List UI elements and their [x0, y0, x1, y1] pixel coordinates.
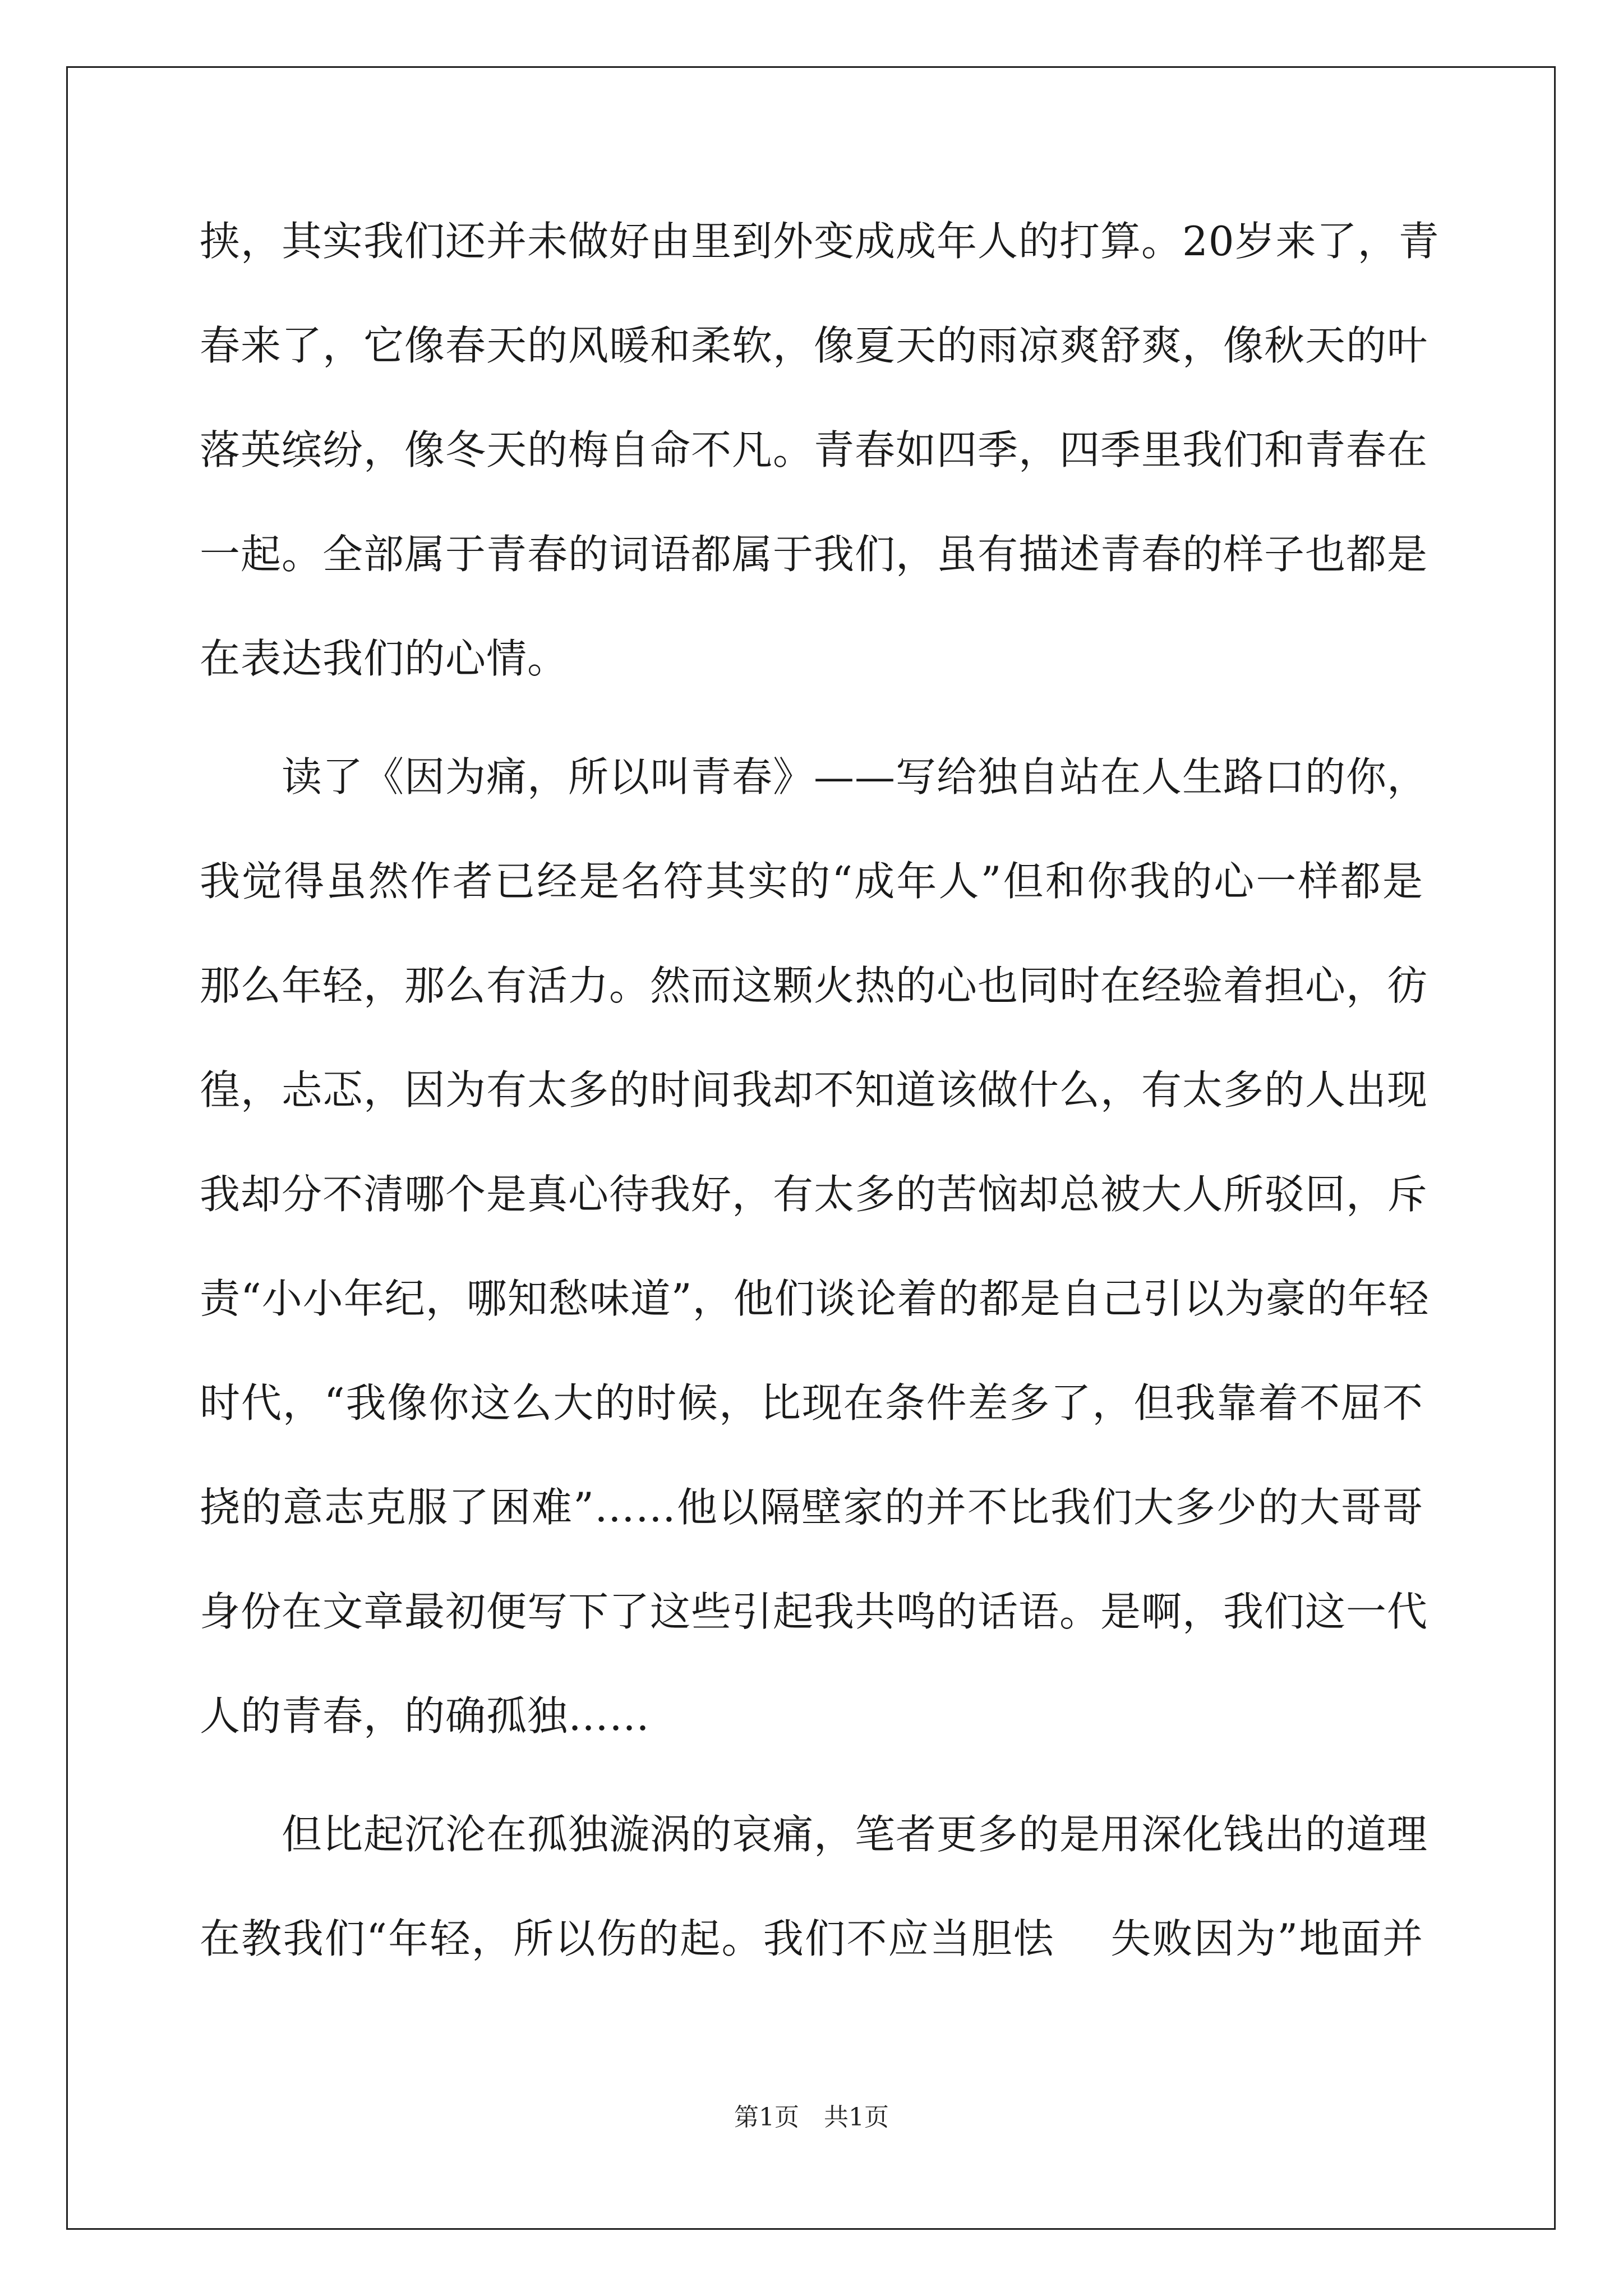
text-line: 我却分不清哪个是真心待我好，有太多的苦恼却总被大人所驳回，斥: [200, 1171, 1428, 1218]
text-line: 我觉得虽然作者已经是名符其实的“成年人”但和你我的心一样都是: [200, 858, 1423, 905]
text-line: 在教我们“年轻，所以伤的起。我们不应当胆怯 失败因为”地面并: [200, 1915, 1423, 1962]
page-footer: 第1页 共1页: [734, 2103, 889, 2132]
text-line: 挟，其实我们还并未做好由里到外变成成年人的打算。20岁来了，青: [200, 218, 1440, 265]
text-line: 但比起沉沦在孤独漩涡的哀痛，笔者更多的是用深化钱出的道理: [200, 1811, 1428, 1858]
text-line: 在表达我们的心情。: [200, 635, 569, 682]
text-line: 一起。全部属于青春的词语都属于我们，虽有描述青春的样子也都是: [200, 531, 1428, 578]
text-line: 那么年轻，那么有活力。然而这颗火热的心也同时在经验着担心，彷: [200, 962, 1428, 1009]
text-line: 读了《因为痛，所以叫青春》——写给独自站在人生路口的你，: [200, 753, 1428, 800]
page-border: [66, 66, 1556, 2230]
text-line: 时代，“我像你这么大的时候，比现在条件差多了，但我靠着不屈不: [200, 1379, 1423, 1427]
text-line: 人的青春，的确孤独……: [200, 1692, 651, 1740]
text-line: 身份在文章最初便写下了这些引起我共鸣的话语。是啊，我们这一代: [200, 1588, 1428, 1635]
text-line: 落英缤纷，像冬天的梅自命不凡。青春如四季，四季里我们和青春在: [200, 426, 1428, 473]
text-line: 春来了，它像春天的风暖和柔软，像夏天的雨凉爽舒爽，像秋天的叶: [200, 322, 1428, 369]
text-line: 责“小小年纪，哪知愁味道”，他们谈论着的都是自己引以为豪的年轻: [200, 1275, 1430, 1322]
text-line: 徨，忐忑，因为有太多的时间我却不知道该做什么，有太多的人出现: [200, 1066, 1428, 1114]
text-line: 挠的意志克服了困难”……他以隔壁家的并不比我们大多少的大哥哥: [200, 1484, 1423, 1531]
